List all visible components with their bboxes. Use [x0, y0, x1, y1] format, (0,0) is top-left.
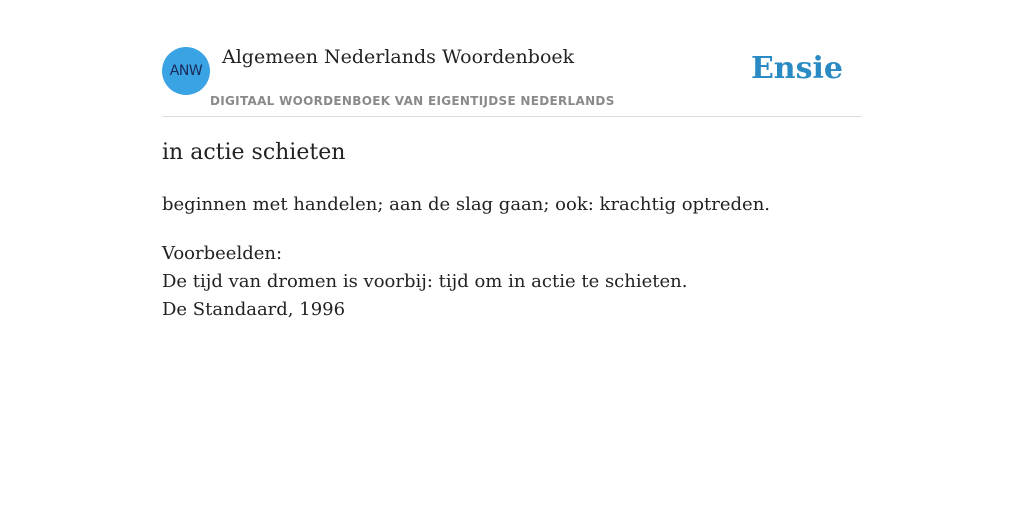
example-source: De Standaard, 1996	[162, 299, 346, 320]
entry-term: in actie schieten	[162, 140, 346, 165]
site-title[interactable]: Algemeen Nederlands Woordenboek	[222, 46, 575, 68]
anw-logo[interactable]	[162, 47, 210, 95]
examples-block	[162, 240, 687, 324]
page-container	[162, 0, 862, 320]
example-sentence: De tijd van dromen is voorbij: tijd om in actie te schieten.	[162, 271, 688, 292]
ensie-brand-link[interactable]: Ensie	[750, 51, 843, 86]
entry-definition: beginnen met handelen; aan de slag gaan; ook: krachtig optreden.	[162, 194, 771, 215]
site-subtitle: DIGITAAL WOORDENBOEK VAN EIGENTIJDSE NEDERLANDS	[210, 94, 615, 108]
site-header	[162, 0, 862, 117]
logo-text: ANW	[169, 63, 203, 79]
examples-label: Voorbeelden:	[162, 243, 283, 264]
